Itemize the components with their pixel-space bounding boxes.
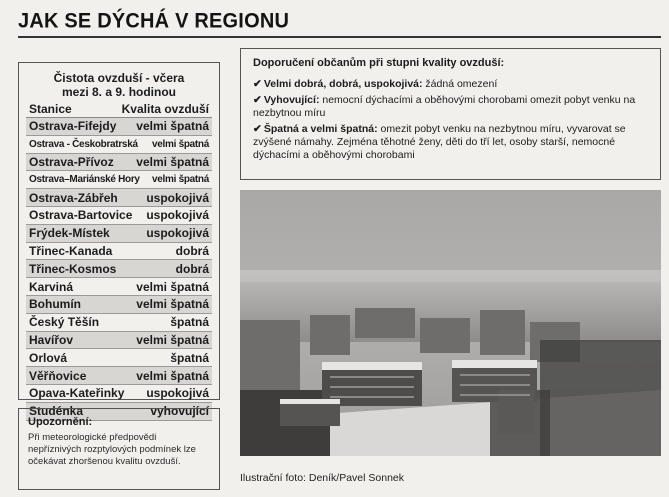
table-title-line2: mezi 8. a 9. hodinou: [61, 85, 177, 99]
quality-value: uspokojivá: [146, 226, 209, 241]
quality-value: vyhovující: [150, 404, 209, 419]
station-name: Ostrava-Zábřeh: [29, 190, 118, 205]
quality-value: velmi špatná: [136, 297, 209, 312]
table-row: [26, 332, 212, 350]
table-row: [26, 118, 212, 136]
station-name: Orlová: [29, 350, 68, 365]
table-header: [19, 102, 219, 117]
air-quality-table: [18, 62, 220, 419]
recommendation-text: žádná omezení: [422, 78, 498, 90]
recommendation-text: nemocní dýchacími a oběhovými chorobami omezit pobyt venku na nezbytnou míru: [253, 94, 636, 119]
quality-value: špatná: [170, 350, 209, 365]
table-row: [26, 243, 212, 261]
table-row: [26, 171, 212, 189]
photo-caption: Ilustrační foto: Deník/Pavel Sonnek: [240, 472, 405, 484]
table-row: [26, 260, 212, 278]
table-row: [26, 349, 212, 367]
check-icon: ✔: [253, 123, 262, 135]
recommendation-label: Velmi dobrá, dobrá, uspokojivá:: [263, 78, 423, 90]
quality-value: dobrá: [175, 261, 209, 276]
table-row: [26, 189, 212, 207]
col-station: Stanice: [29, 102, 72, 116]
recommendation-item: [253, 94, 648, 120]
station-name: Ostrava-Fifejdy: [29, 119, 117, 134]
station-name: Karviná: [29, 279, 74, 294]
warning-title: Upozornění:: [28, 416, 93, 428]
table-row: [26, 278, 212, 296]
smoggy-city-photo: [240, 190, 661, 456]
station-name: Ostrava-Přívoz: [29, 154, 114, 169]
table-row: [26, 225, 212, 243]
recommendations-title: Doporučení občanům při stupni kvality ovzduší:: [253, 57, 505, 69]
table-row: [26, 207, 212, 225]
table-rows: [26, 117, 212, 421]
station-name: Ostrava - Českobratrská: [29, 138, 138, 150]
quality-value: špatná: [170, 315, 209, 330]
warning-text: Při meteorologické předpovědi nepříznivých rozptylových podmínek lze očekávat zhoršenou kvalitu ovzduší.: [28, 432, 196, 467]
recommendation-label: Špatná a velmi špatná:: [263, 123, 378, 135]
station-name: Ostrava-Bartovice: [29, 208, 133, 223]
col-quality: Kvalita ovzduší: [121, 102, 209, 116]
recommendation-item: [253, 123, 648, 162]
station-name: Třinec-Kosmos: [29, 261, 117, 276]
quality-value: velmi špatná: [136, 119, 209, 134]
station-name: Ostrava–Mariánské Hory: [29, 174, 140, 186]
recommendation-item: [253, 78, 648, 91]
quality-value: velmi špatná: [136, 279, 209, 294]
recommendation-text: omezit pobyt venku na nezbytnou míru, vyvarovat se zvýšené námahy. Zejména těhotné ženy, děti do tří let, osoby starší, nemocné dýchacími a oběhovými chorobami: [253, 123, 626, 161]
recommendations-box: [240, 48, 661, 180]
station-name: Český Těšín: [29, 315, 100, 330]
quality-value: uspokojivá: [146, 190, 209, 205]
station-name: Třinec-Kanada: [29, 243, 113, 258]
quality-value: uspokojivá: [146, 208, 209, 223]
quality-value: velmi špatná: [136, 368, 209, 383]
quality-value: velmi špatná: [152, 138, 209, 150]
quality-value: uspokojivá: [146, 386, 209, 401]
table-title-line1: Čistota ovzduší - včera: [53, 71, 185, 85]
table-row: [26, 296, 212, 314]
station-name: Opava-Kateřinky: [29, 386, 125, 401]
table-row: [26, 136, 212, 154]
table-title: [19, 71, 219, 99]
quality-value: velmi špatná: [152, 174, 209, 186]
station-name: Věřňovice: [29, 368, 87, 383]
illustration-photo: [240, 190, 661, 456]
table-row: [26, 314, 212, 332]
table-row: [26, 385, 212, 403]
check-icon: ✔: [253, 78, 262, 90]
station-name: Studénka: [29, 404, 84, 419]
recommendation-label: Vyhovující:: [263, 94, 320, 106]
quality-value: velmi špatná: [136, 154, 209, 169]
station-name: Havířov: [29, 332, 74, 347]
table-row: [26, 154, 212, 172]
table-row: [26, 367, 212, 385]
check-icon: ✔: [253, 94, 262, 106]
headline-rule: [18, 36, 661, 38]
station-name: Frýdek-Místek: [29, 226, 110, 241]
quality-value: dobrá: [175, 243, 209, 258]
station-name: Bohumín: [29, 297, 81, 312]
headline: JAK SE DÝCHÁ V REGIONU: [18, 9, 290, 33]
quality-value: velmi špatná: [136, 332, 209, 347]
warning-box: [18, 408, 220, 490]
